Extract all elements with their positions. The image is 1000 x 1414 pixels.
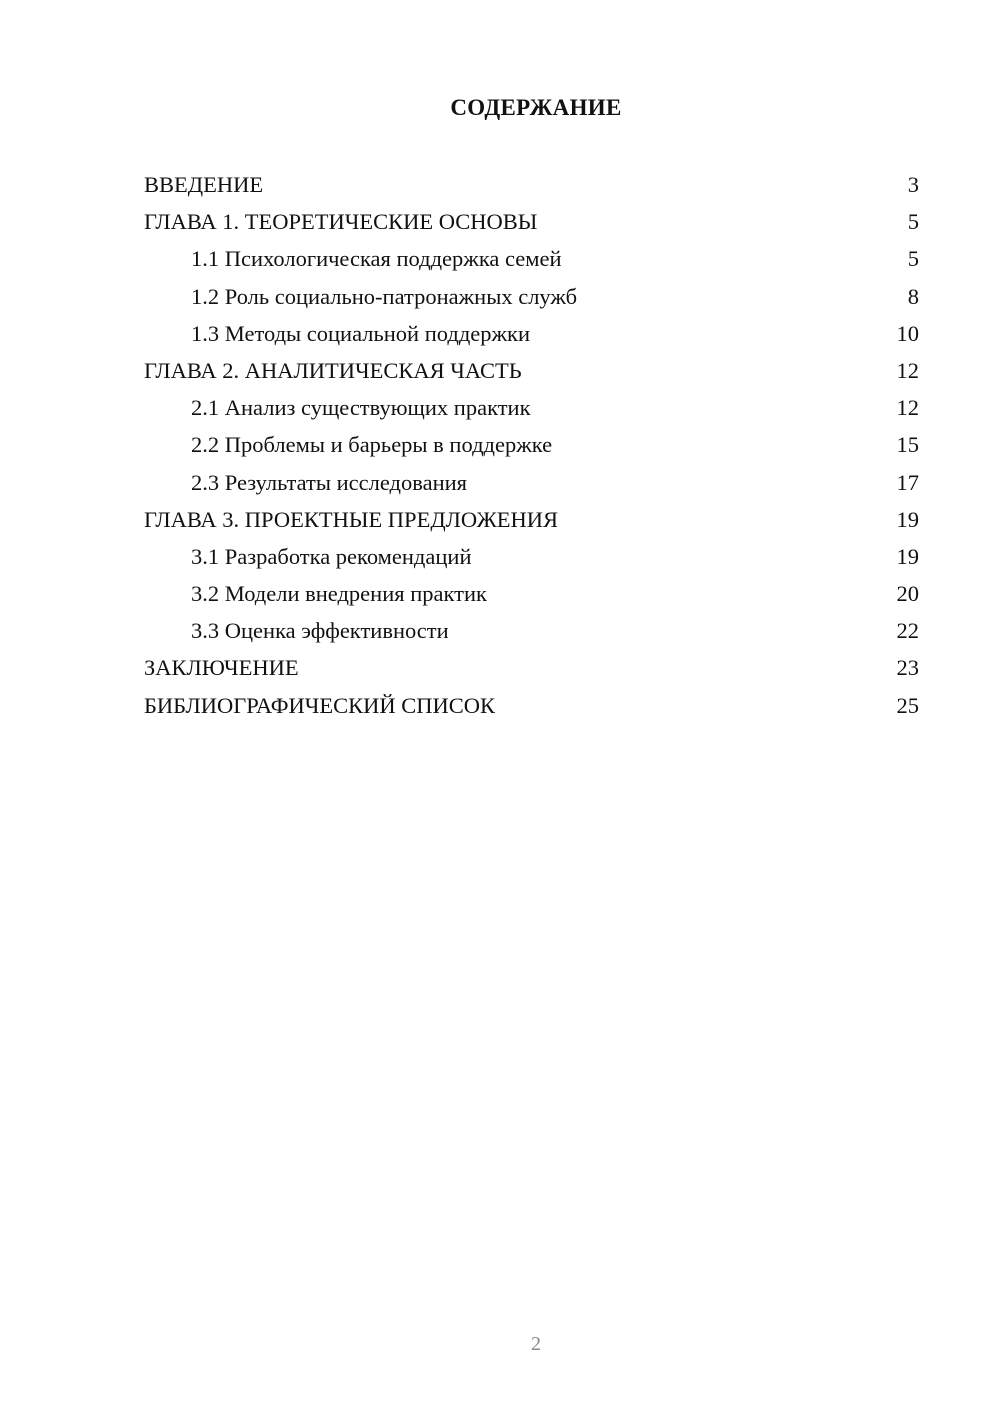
toc-entry-section-3-3[interactable] — [144, 612, 919, 649]
toc-entry-page: 5 — [907, 246, 919, 272]
toc-entry-label: 3.2 Модели внедрения практик — [191, 581, 487, 607]
toc-entry-page: 10 — [896, 320, 919, 346]
toc-entry-bibliography[interactable] — [144, 687, 919, 724]
table-of-contents — [144, 166, 919, 724]
toc-entry-label: 1.3 Методы социальной поддержки — [191, 320, 531, 346]
page-number: 2 — [531, 1333, 541, 1355]
toc-entry-page: 23 — [896, 655, 919, 681]
toc-entry-page: 12 — [896, 357, 919, 383]
toc-entry-page: 8 — [907, 283, 919, 309]
toc-entry-page: 22 — [896, 618, 919, 644]
toc-entry-page: 5 — [907, 209, 919, 235]
toc-entry-label: БИБЛИОГРАФИЧЕСКИЙ СПИСОК — [144, 692, 496, 718]
toc-entry-page: 15 — [896, 432, 919, 458]
toc-entry-chapter-3[interactable] — [144, 501, 919, 538]
toc-entry-section-3-2[interactable] — [144, 575, 919, 612]
toc-entry-conclusion[interactable] — [144, 649, 919, 686]
toc-entry-section-2-1[interactable] — [144, 389, 919, 426]
toc-entry-label: ВВЕДЕНИЕ — [144, 172, 264, 197]
toc-entry-page: 20 — [896, 581, 919, 607]
toc-entry-label: 2.2 Проблемы и барьеры в поддержке — [191, 432, 553, 458]
toc-entry-page: 12 — [896, 395, 919, 421]
toc-entry-page: 17 — [896, 469, 919, 495]
toc-entry-page: 19 — [896, 506, 919, 532]
toc-entry-page: 3 — [907, 172, 919, 197]
toc-entry-label: ГЛАВА 2. АНАЛИТИЧЕСКАЯ ЧАСТЬ — [144, 357, 522, 383]
toc-entry-label: ГЛАВА 1. ТЕОРЕТИЧЕСКИЕ ОСНОВЫ — [144, 209, 538, 235]
toc-entry-label: 3.1 Разработка рекомендаций — [191, 543, 472, 569]
toc-entry-label: 3.3 Оценка эффективности — [191, 618, 449, 644]
toc-entry-label: ГЛАВА 3. ПРОЕКТНЫЕ ПРЕДЛОЖЕНИЯ — [144, 506, 559, 532]
toc-entry-label: ЗАКЛЮЧЕНИЕ — [144, 655, 299, 681]
toc-entry-label: 2.3 Результаты исследования — [191, 469, 467, 495]
toc-entry-label: 2.1 Анализ существующих практик — [191, 395, 531, 421]
toc-entry-section-2-2[interactable] — [144, 426, 919, 463]
toc-entry-chapter-2[interactable] — [144, 352, 919, 389]
toc-entry-page: 25 — [896, 692, 919, 718]
toc-entry-section-1-1[interactable] — [144, 240, 919, 277]
toc-entry-section-1-3[interactable] — [144, 315, 919, 352]
toc-entry-introduction[interactable] — [144, 166, 919, 203]
toc-entry-chapter-1[interactable] — [144, 203, 919, 240]
toc-entry-section-3-1[interactable] — [144, 538, 919, 575]
toc-entry-label: 1.1 Психологическая поддержка семей — [191, 246, 562, 272]
toc-entry-label: 1.2 Роль социально-патронажных служб — [191, 283, 578, 309]
toc-entry-section-2-3[interactable] — [144, 464, 919, 501]
page-title: СОДЕРЖАНИЕ — [450, 95, 622, 120]
toc-entry-page: 19 — [896, 543, 919, 569]
toc-entry-section-1-2[interactable] — [144, 278, 919, 315]
